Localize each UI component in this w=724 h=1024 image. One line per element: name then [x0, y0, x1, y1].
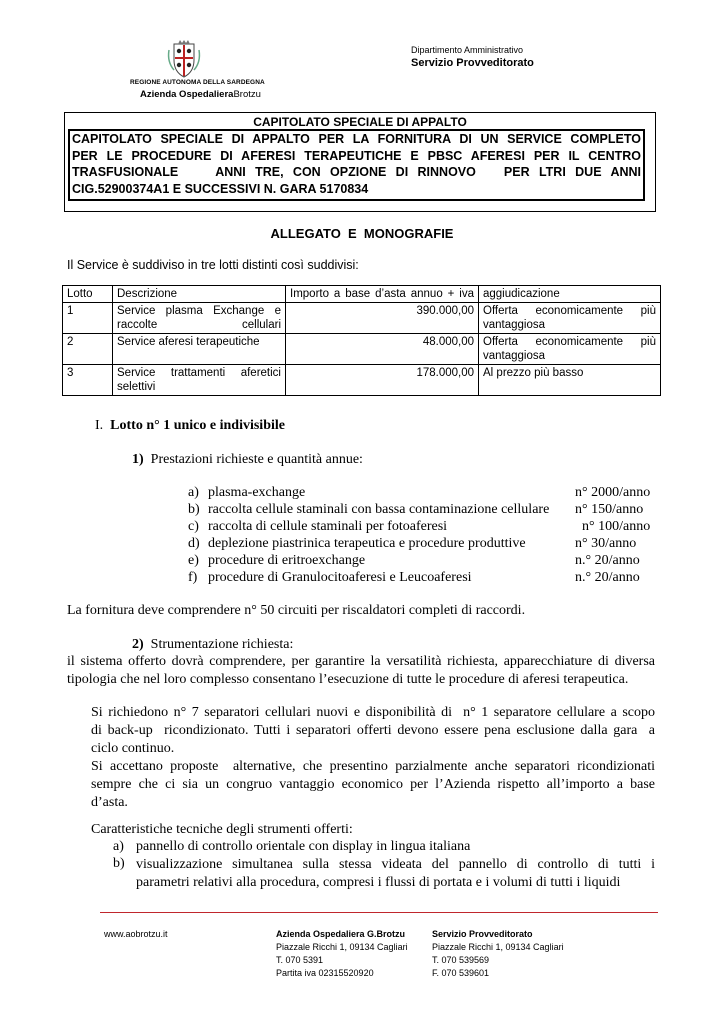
title-line: TRASFUSIONALE ANNI TRE, CON OPZIONE DI RINNOVO PER LTRI DUE ANNI — [72, 165, 641, 179]
quantity: n.° 20/anno — [575, 570, 640, 585]
table-cell: Service plasma Exchange e raccolte cellulari — [113, 303, 286, 334]
allegato-heading: ALLEGATO E MONOGRAFIE — [270, 226, 454, 241]
section-heading: I. Lotto n° 1 unico e indivisibile — [95, 418, 285, 433]
region-name: REGIONE AUTONOMA DELLA SARDEGNA — [130, 79, 265, 86]
service-name: Servizio Provveditorato — [411, 57, 534, 69]
fornitura-text: La fornitura deve comprendere n° 50 circuiti per riscaldatori completi di raccordi. — [67, 603, 526, 618]
quantity: n° 100/anno — [582, 519, 651, 534]
footer-address-azienda: Azienda Ospedaliera G.Brotzu Piazzale Ricchi 1, 09134 Cagliari T. 070 5391 Partita iva 02315520920 — [276, 929, 408, 978]
title-line: PER LE PROCEDURE DI AFERESI TERAPEUTICHE E PBSC AFERESI PER IL CENTRO — [72, 148, 641, 163]
quantity: n° 30/anno — [575, 536, 637, 551]
azienda-name: Azienda OspedalieraBrotzu — [140, 89, 261, 100]
footer-divider — [100, 912, 658, 913]
lots-table — [62, 285, 661, 396]
footer-website[interactable]: www.aobrotzu.it — [104, 929, 168, 939]
richiesta-paragraph: Si richiedono n° 7 separatori cellulari nuovi e disponibilità di n° 1 separatore cellulare a scopo di back-up ricondizionato. Tutti i separatori offerti devono essere pena esclusione dalla gara a ciclo continuo. Si accettano proposte alternative, che presentino parzialmente anche separatori ricondizionati sempre che ci sia un congruo vantaggio economico per l’Azienda rispetto all’importo a base d’asta. — [91, 705, 655, 810]
table-header-cell: Lotto — [63, 286, 113, 303]
table-cell: Offerta economicamente più vantaggiosa — [479, 303, 661, 334]
table-cell: 48.000,00 — [286, 334, 479, 365]
coat-of-arms-icon — [166, 40, 202, 80]
intro-text: Il Service è suddiviso in tre lotti distinti così suddivisi: — [67, 258, 359, 272]
title-box-inner — [68, 129, 645, 201]
table-header-cell: aggiudicazione — [479, 286, 661, 303]
table-row — [63, 334, 661, 365]
table-cell: Offerta economicamente più vantaggiosa — [479, 334, 661, 365]
table-row — [63, 303, 661, 334]
title-line: CAPITOLATO SPECIALE DI APPALTO PER LA FORNITURA DI UN SERVICE COMPLETO — [72, 132, 641, 146]
caratteristiche-heading: Caratteristiche tecniche degli strumenti offerti: — [91, 822, 353, 837]
table-cell: 2 — [63, 334, 113, 365]
table-cell: Service trattamenti aferetici selettivi — [113, 365, 286, 396]
subsection-2-heading: 2) Strumentazione richiesta: — [132, 637, 294, 652]
title-box-heading: CAPITOLATO SPECIALE DI APPALTO — [253, 115, 467, 129]
table-row — [63, 365, 661, 396]
table-cell: 390.000,00 — [286, 303, 479, 334]
table-header-cell: Importo a base d’asta annuo + iva — [286, 286, 479, 303]
title-box — [64, 112, 656, 212]
quantity: n.° 20/anno — [575, 553, 640, 568]
table-cell: 178.000,00 — [286, 365, 479, 396]
quantity: n° 2000/anno — [575, 485, 651, 500]
table-cell: Al prezzo più basso — [479, 365, 661, 396]
table-header-cell: Descrizione — [113, 286, 286, 303]
department-name: Dipartimento Amministrativo — [411, 45, 524, 55]
title-line: CIG.52900374A1 E SUCCESSIVI N. GARA 5170834 — [72, 181, 369, 196]
footer-address-servizio: Servizio Provveditorato Piazzale Ricchi 1, 09134 Cagliari T. 070 539569 F. 070 539601 — [432, 929, 564, 978]
quantity: n° 150/anno — [575, 502, 644, 517]
table-cell: 1 — [63, 303, 113, 334]
list-item-text: visualizzazione simultanea sulla stessa videata del pannello di controllo di tutti i parametri relativi alla procedura, compresi i flussi di portata e i volumi di tutti i liquidi — [136, 857, 655, 890]
table-cell: 3 — [63, 365, 113, 396]
table-cell: Service aferesi terapeutiche — [113, 334, 286, 365]
strumentazione-paragraph: il sistema offerto dovrà comprendere, per garantire la versatilità richiesta, apparecchiature di diversa tipologia che nel loro complesso consentano l’esecuzione di tutte le procedure di aferesi terapeutica. — [67, 654, 655, 687]
table-header-row — [63, 286, 661, 303]
subsection-1-heading: 1) Prestazioni richieste e quantità annue: — [132, 452, 363, 467]
